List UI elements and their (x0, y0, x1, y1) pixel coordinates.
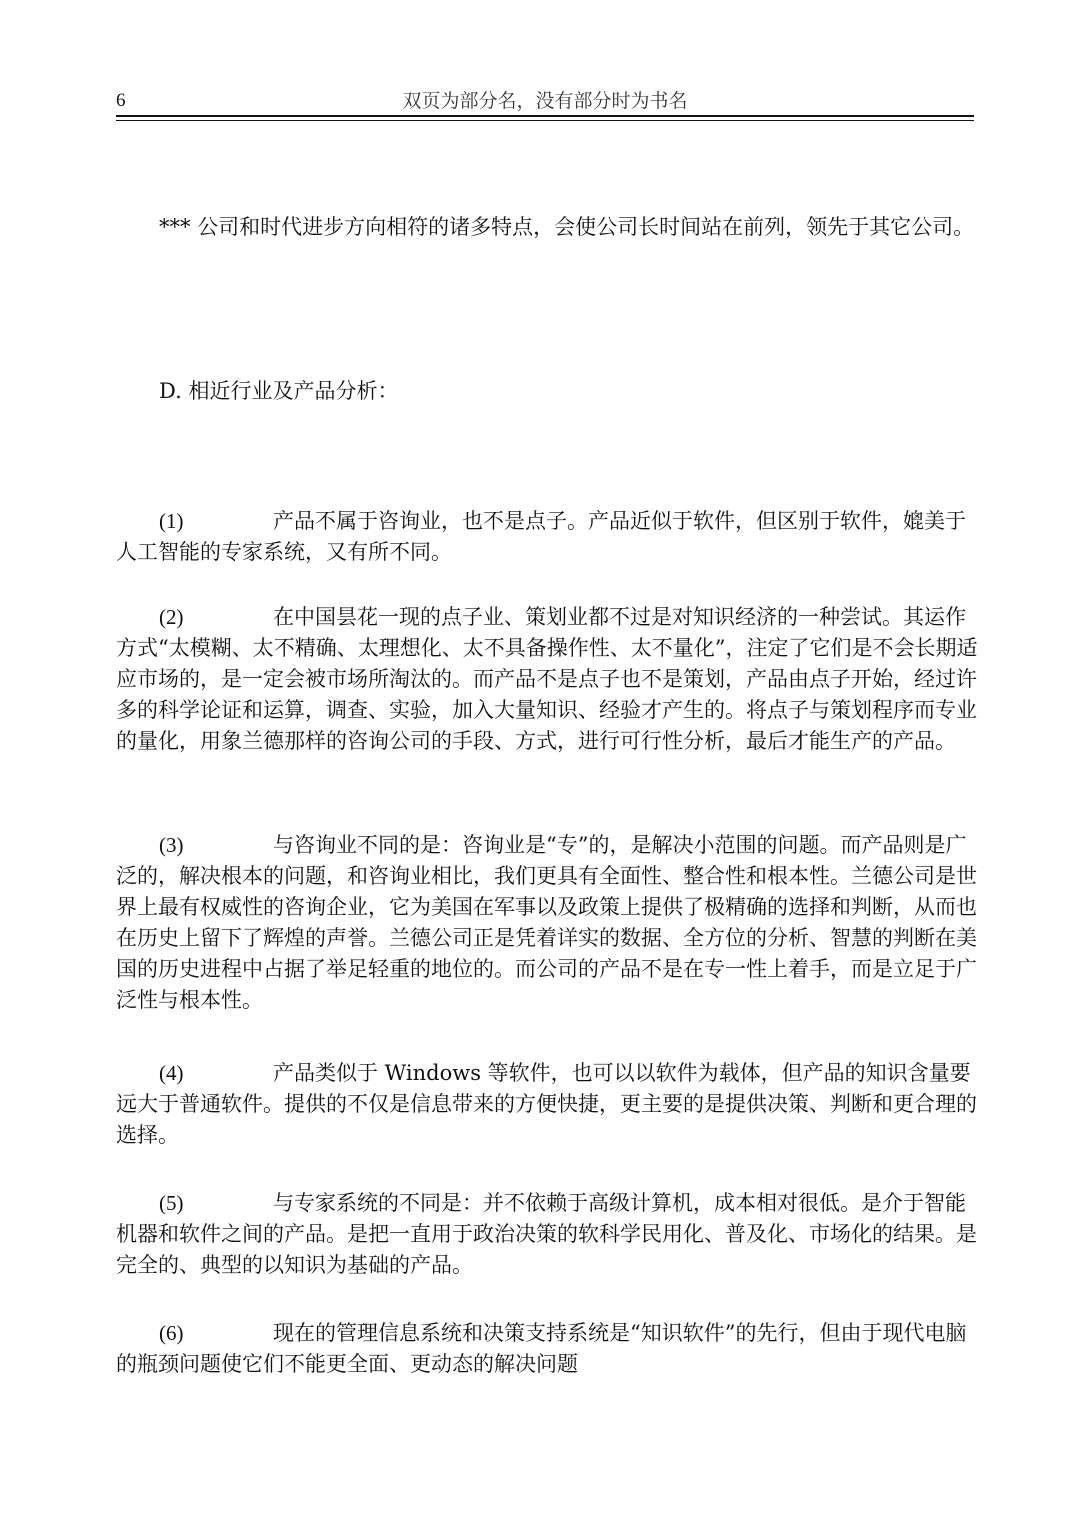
section-heading (116, 376, 978, 407)
item-number: (6) (159, 1321, 184, 1345)
item-number: (3) (159, 833, 184, 857)
item-text: 产品不属于咨询业，也不是点子。产品近似于软件，但区别于软件，媲美于人工智能的专家系统，又有所不同。 (116, 509, 966, 564)
item-number: (1) (159, 509, 184, 533)
item-number: (2) (159, 605, 184, 629)
item-number: (5) (159, 1191, 184, 1215)
item-text: 在中国昙花一现的点子业、策划业都不过是对知识经济的一种尝试。其运作方式“太模糊、太不精确、太理想化、太不具备操作性、太不量化”，注定了它们是不会长期适应市场的，是一定会被市场所淘汰的。而产品不是点子也不是策划，产品由点子开始，经过许多的科学论证和运算，调查、实验，加入大量知识、经验才产生的。将点子与策划程序而专业的量化，用象兰德那样的咨询公司的手段、方式，进行可行性分析，最后才能生产的产品。 (116, 605, 978, 753)
item-text: 现在的管理信息系统和决策支持系统是“知识软件”的先行，但由于现代电脑的瓶颈问题使它们不能更全面、更动态的解决问题 (116, 1321, 967, 1376)
item-text: 与咨询业不同的是：咨询业是“专”的，是解决小范围的问题。而产品则是广泛的，解决根本的问题，和咨询业相比，我们更具有全面性、整合性和根本性。兰德公司是世界上最有权威性的咨询企业，它为美国在军事以及政策上提供了极精确的选择和判断，从而也在历史上留下了辉煌的声誉。兰德公司正是凭着详实的数据、全方位的分析、智慧的判断在美国的历史进程中占据了举足轻重的地位的。而公司的产品不是在专一性上着手，而是立足于广泛性与根本性。 (116, 833, 977, 1012)
intro-text: *** 公司和时代进步方向相符的诸多特点，会使公司长时间站在前列，领先于其它公司。 (159, 215, 975, 239)
item-number: (4) (159, 1061, 184, 1085)
list-item (116, 1188, 978, 1281)
item-text: 产品类似于 Windows 等软件，也可以以软件为载体，但产品的知识含量要远大于普通软件。提供的不仅是信息带来的方便快捷，更主要的是提供决策、判断和更合理的选择。 (116, 1061, 977, 1147)
list-item (116, 1318, 978, 1380)
list-item (116, 830, 978, 1016)
list-item (116, 1058, 978, 1151)
item-text: 与专家系统的不同是：并不依赖于高级计算机，成本相对很低。是介于智能机器和软件之间的产品。是把一直用于政治决策的软科学民用化、普及化、市场化的结果。是完全的、典型的以知识为基础的产品。 (116, 1191, 977, 1277)
page-header (116, 88, 974, 122)
intro-paragraph (116, 212, 978, 243)
header-rule-thick (116, 115, 974, 117)
section-heading-text: D. 相近行业及产品分析： (159, 379, 399, 403)
list-item (116, 602, 978, 757)
page-number: 6 (116, 90, 126, 111)
list-item (116, 506, 978, 568)
running-title: 双页为部分名，没有部分时为书名 (402, 90, 688, 112)
header-rule-thin (116, 120, 974, 121)
